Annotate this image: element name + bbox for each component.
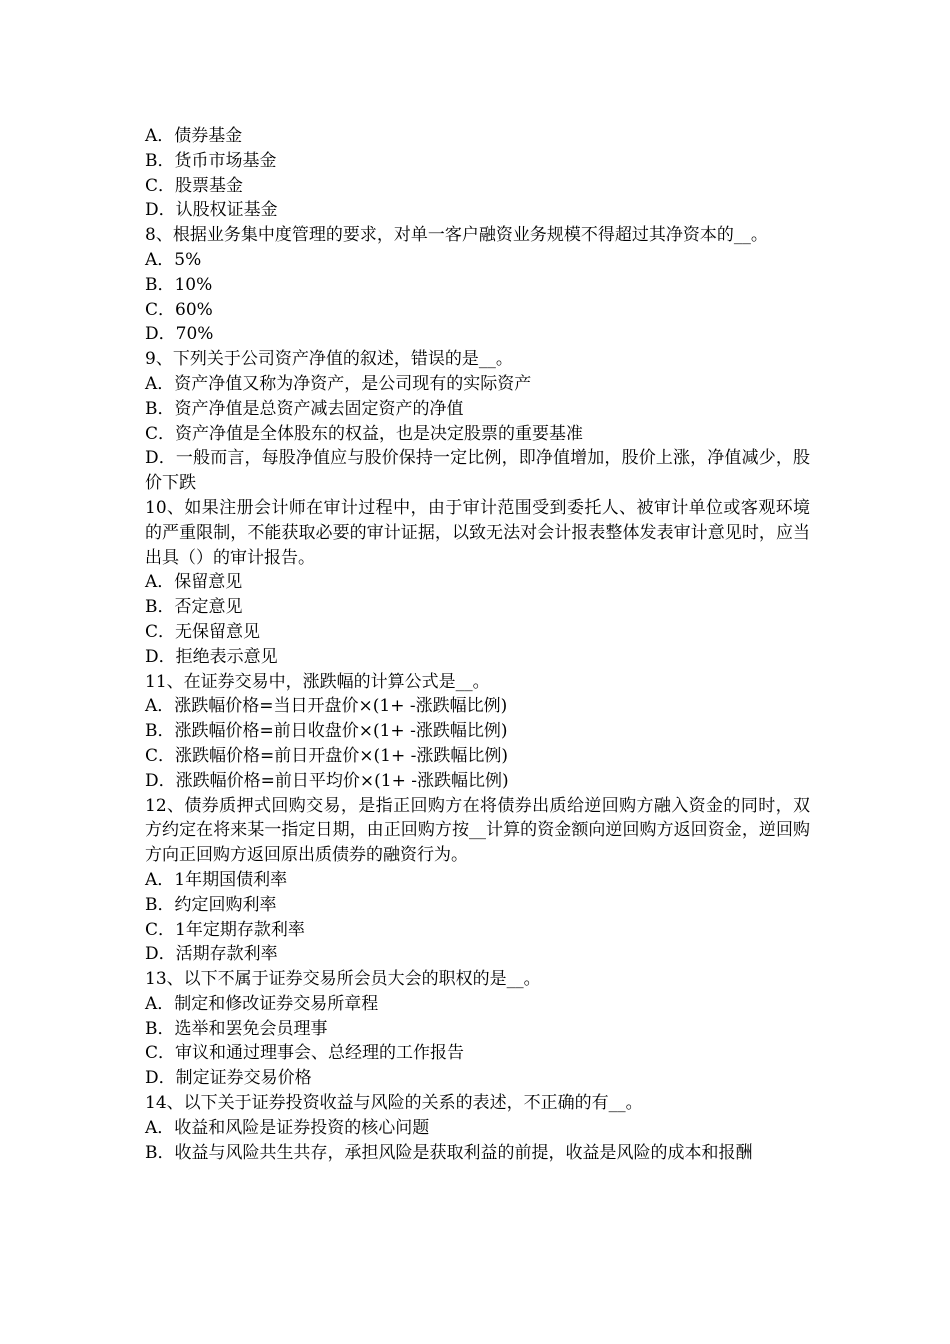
option-a: A．收益和风险是证券投资的核心问题 bbox=[145, 1117, 430, 1138]
option-b: B．收益与风险共生共存，承担风险是获取利益的前提，收益是风险的成本和报酬 bbox=[145, 1142, 753, 1163]
option-d: D．活期存款利率 bbox=[145, 944, 278, 965]
question-8: 8、根据业务集中度管理的要求，对单一客户融资业务规模不得超过其净资本的__。 bbox=[145, 225, 768, 246]
option-b: B．选举和罢免会员理事 bbox=[145, 1018, 328, 1039]
option-c: C．审议和通过理事会、总经理的工作报告 bbox=[145, 1043, 465, 1064]
question-13: 13、以下不属于证券交易所会员大会的职权的是__。 bbox=[145, 969, 541, 990]
option-b: B．货币市场基金 bbox=[145, 150, 277, 171]
option-a: A．1年期国债利率 bbox=[145, 869, 288, 890]
option-c: C．涨跌幅价格=前日开盘价×(1+ -涨跌幅比例) bbox=[145, 745, 508, 766]
option-a: A．保留意见 bbox=[145, 572, 243, 593]
option-b: B．约定回购利率 bbox=[145, 894, 277, 915]
question-11: 11、在证券交易中，涨跌幅的计算公式是__。 bbox=[145, 671, 490, 692]
option-c: C．无保留意见 bbox=[145, 621, 261, 642]
option-d: D．涨跌幅价格=前日平均价×(1+ -涨跌幅比例) bbox=[145, 770, 509, 791]
question-12: 12、债券质押式回购交易，是指正回购方在将债券出质给逆回购方融入资金的同时，双方约定在将来某一指定日期，由正回购方按__计算的资金额向逆回购方返回资金，逆回购方向正回购方返回原出质债券的融资行为。 bbox=[145, 795, 810, 866]
option-c: C．60% bbox=[145, 299, 213, 320]
option-a: A．制定和修改证券交易所章程 bbox=[145, 993, 379, 1014]
option-d: D．认股权证基金 bbox=[145, 200, 278, 221]
option-a: A．资产净值又称为净资产，是公司现有的实际资产 bbox=[145, 373, 532, 394]
option-b: B．10% bbox=[145, 274, 213, 295]
option-b: B．否定意见 bbox=[145, 597, 243, 618]
option-d: D．70% bbox=[145, 324, 214, 345]
option-d: D．制定证券交易价格 bbox=[145, 1068, 312, 1089]
option-b: B．涨跌幅价格=前日收盘价×(1+ -涨跌幅比例) bbox=[145, 721, 508, 742]
option-b: B．资产净值是总资产减去固定资产的净值 bbox=[145, 398, 464, 419]
option-d: D．拒绝表示意见 bbox=[145, 646, 278, 667]
question-9: 9、下列关于公司资产净值的叙述，错误的是__。 bbox=[145, 349, 513, 370]
option-d: D．一般而言，每股净值应与股价保持一定比例，即净值增加，股价上涨，净值减少，股价下跌 bbox=[145, 448, 810, 494]
option-a: A．债券基金 bbox=[145, 126, 243, 146]
option-c: C．资产净值是全体股东的权益，也是决定股票的重要基准 bbox=[145, 423, 584, 444]
option-a: A．涨跌幅价格=当日开盘价×(1+ -涨跌幅比例) bbox=[145, 696, 508, 717]
option-c: C．股票基金 bbox=[145, 175, 244, 196]
option-a: A．5% bbox=[145, 249, 202, 270]
question-14: 14、以下关于证券投资收益与风险的关系的表述，不正确的有__。 bbox=[145, 1093, 643, 1114]
option-c: C．1年定期存款利率 bbox=[145, 919, 305, 940]
document-page bbox=[145, 124, 810, 1165]
question-10: 10、如果注册会计师在审计过程中，由于审计范围受到委托人、被审计单位或客观环境的严重限制，不能获取必要的审计证据，以致无法对会计报表整体发表审计意见时，应当出具（）的审计报告。 bbox=[145, 497, 810, 568]
